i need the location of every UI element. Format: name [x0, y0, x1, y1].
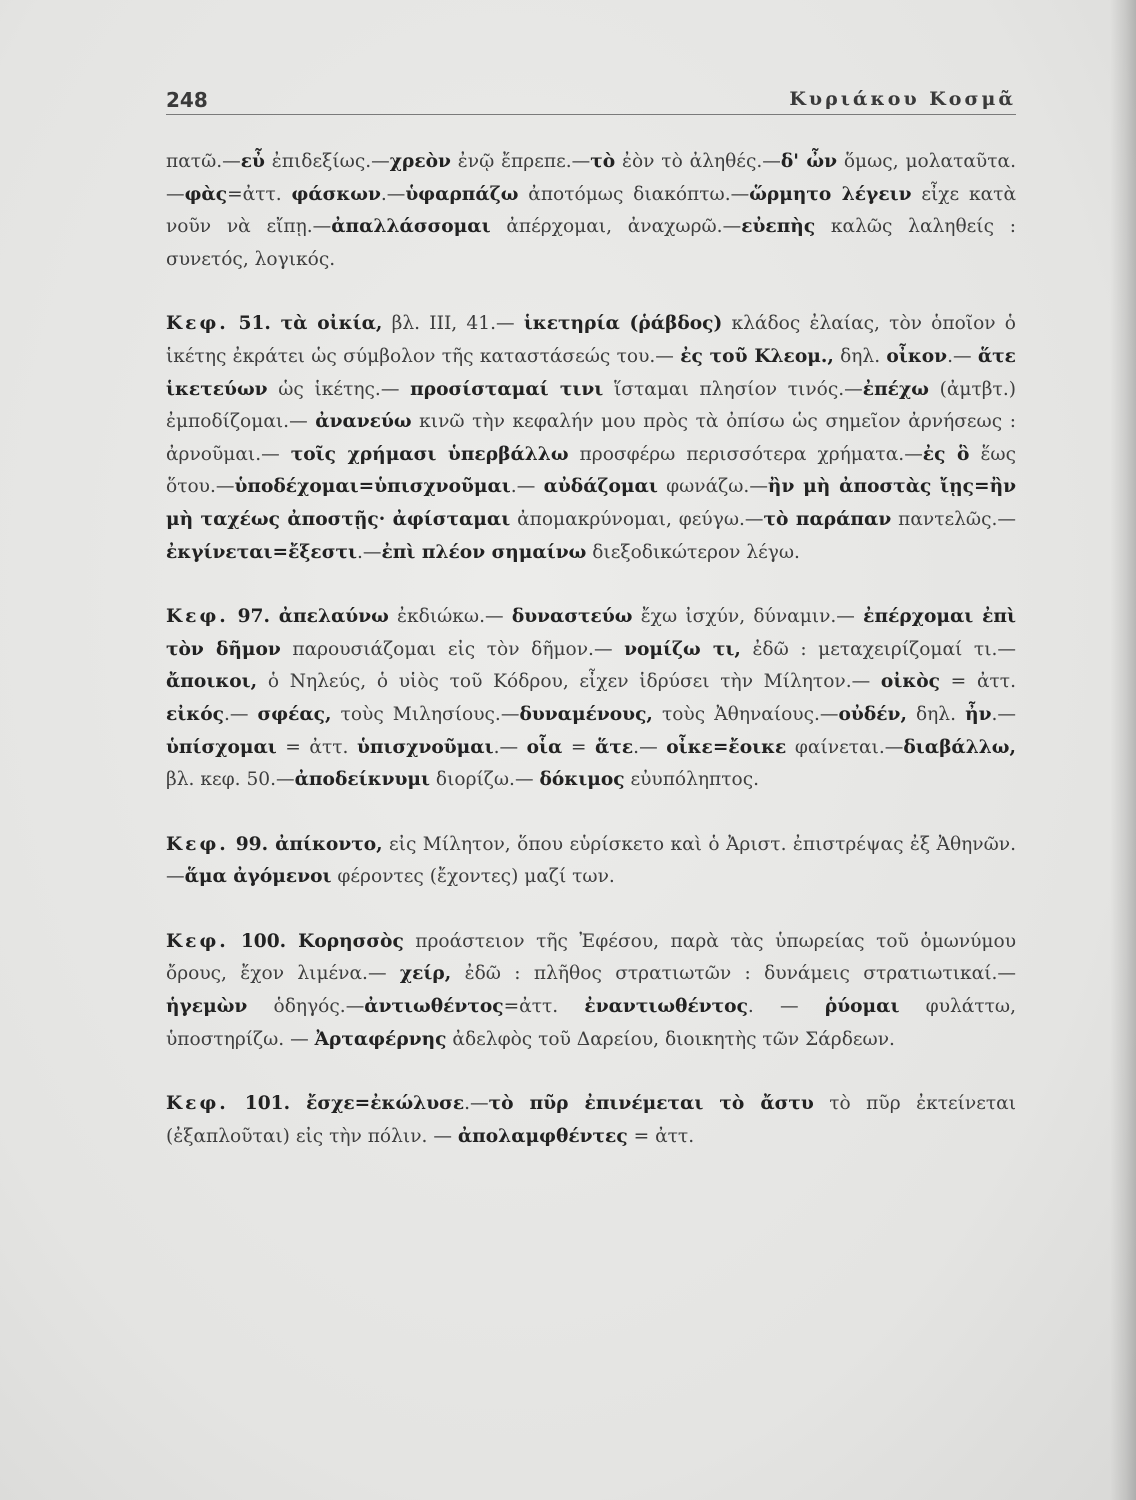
- lemma: χείρ,: [399, 963, 452, 985]
- gloss: εἰς Μίλητον, ὅπου εὑρίσκετο καὶ ὁ Ἀριστ. ἐπιστρέψας ἐξ Ἀθηνῶν.—: [166, 833, 1016, 888]
- lemma: διαβάλλω,: [903, 736, 1016, 758]
- lemma: οἶκον: [886, 345, 948, 367]
- running-head: Κυριάκου Κοσμᾶ: [789, 88, 1016, 110]
- lemma: ῥύομαι: [824, 996, 900, 1018]
- gloss: = ἀττ.: [627, 1125, 695, 1147]
- lemma: 99. ἀπίκοντο,: [228, 833, 383, 855]
- lemma: ἐναντιωθέντος: [584, 996, 748, 1018]
- gloss: .—: [356, 541, 382, 563]
- lemma: τοῖς χρήμασι ὑπερβάλλω: [290, 443, 569, 465]
- gloss: ἐὸν τὸ ἀληθές.—: [615, 151, 781, 172]
- lemma: δυναστεύω: [511, 606, 633, 628]
- gloss: φυλάττω, ὑποστηρίζω. —: [166, 996, 1016, 1050]
- lemma: φὰς: [184, 183, 228, 205]
- gloss: . —: [747, 996, 825, 1018]
- lemma: οἶκε=ἔοικε: [666, 736, 787, 758]
- page-header: [166, 84, 1016, 115]
- lemma: ἐς ὃ: [922, 443, 970, 465]
- gloss: ἀπομακρύνομαι, φεύγω.—: [510, 508, 764, 530]
- lemma: ἦν: [965, 703, 992, 725]
- gloss: =ἀττ.: [227, 183, 292, 205]
- gloss: ἐδῶ : μεταχειρίζομαί τι.—: [740, 638, 1017, 660]
- lemma: ἢν μὴ ἀποστὰς ἴῃς=ἢν μὴ ταχέως ἀποστῇς· ἀφίσταμαι: [166, 476, 1017, 530]
- gloss: καλῶς λαληθείς : συνετός, λογικός.: [166, 216, 1016, 270]
- lemma: ἀπαλλάσσομαι: [331, 216, 491, 238]
- gloss: ἐνῷ ἔπρεπε.—: [450, 151, 591, 172]
- gloss: παντελῶς.—: [891, 508, 1016, 530]
- lemma: δόκιμος: [539, 769, 625, 791]
- gloss: =: [562, 736, 596, 758]
- lemma: τὸ πῦρ ἐπινέμεται τὸ ἄστυ: [488, 1093, 814, 1115]
- lemma: ἐκγίνεται=ἔξεστι: [166, 541, 357, 563]
- gloss: προάστειον τῆς Ἐφέσου, παρὰ τὰς ὑπωρείας τοῦ ὁμωνύμου ὄρους, ἔχον λιμένα.—: [166, 930, 1017, 985]
- lemma: εὐεπὴς: [741, 216, 816, 238]
- lemma: ἡγεμὼν: [166, 996, 248, 1018]
- lemma: ἀνανεύω: [315, 411, 412, 433]
- gloss: ἀποτόμως διακόπτω.—: [518, 183, 750, 205]
- lemma: προσίσταμαί τινι: [410, 378, 604, 400]
- lemma: σφέας,: [257, 703, 332, 725]
- gloss: εὐυπόληπτος.: [624, 769, 760, 791]
- paragraph: [166, 1088, 1016, 1153]
- chapter-label: Κεφ.: [166, 1093, 229, 1115]
- gloss: .—: [493, 736, 527, 758]
- paragraph: [166, 926, 1016, 1056]
- lemma: τὸ παράπαν: [763, 508, 892, 530]
- chapter-label: Κεφ.: [166, 833, 229, 855]
- chapter-label: Κεφ.: [166, 930, 229, 952]
- gloss: ἐδῶ : πλῆθος στρατιωτῶν : δυνάμεις στρατιωτικαί.—: [451, 963, 1016, 985]
- lemma: φάσκων: [291, 183, 381, 205]
- gloss: κλάδος ἐλαίας, τὸν ὁποῖον ὁ ἱκέτης ἐκράτει ὡς σύμβολον τῆς καταστάσεώς του.—: [166, 313, 1016, 367]
- lemma: ἄποικοι,: [166, 671, 258, 693]
- gloss: διορίζω.—: [430, 769, 540, 791]
- gloss: βλ. III, 41.—: [382, 313, 524, 335]
- gloss: δηλ.: [906, 703, 966, 725]
- lemma: ἱκετηρία (ῥάβδος): [523, 313, 723, 335]
- gloss: ἵσταμαι πλησίον τινός.—: [603, 378, 863, 400]
- paragraph: [166, 601, 1016, 797]
- gloss: ὁδηγός.—: [247, 996, 365, 1018]
- gloss: =ἀττ.: [503, 996, 585, 1018]
- lemma: οἰκὸς: [880, 671, 940, 693]
- gloss: ἀδελφὸς τοῦ Δαρείου, διοικητὴς τῶν Σάρδεων.: [446, 1028, 895, 1050]
- lemma: ἐπέχω: [862, 378, 929, 400]
- gloss: = ἀττ.: [939, 671, 1016, 693]
- gloss: .—: [223, 703, 258, 725]
- gloss: .—: [633, 736, 667, 758]
- gloss: φαίνεται.—: [786, 736, 904, 758]
- gloss: .—: [991, 703, 1016, 725]
- lemma: δυναμένους,: [519, 703, 653, 725]
- gloss: .—: [510, 476, 544, 498]
- gloss: διεξοδικώτερον λέγω.: [586, 541, 800, 563]
- lemma: νομίζω τι,: [624, 638, 741, 660]
- paragraph: [166, 829, 1016, 894]
- gloss: φέροντες (ἔχοντες) μαζί των.: [331, 866, 615, 888]
- gloss: βλ. κεφ. 50.—: [166, 769, 295, 791]
- gloss: ἔχω ἰσχύν, δύναμιν.—: [632, 606, 864, 628]
- gloss: παρουσιάζομαι εἰς τὸν δῆμον.—: [280, 638, 625, 660]
- lemma: 100. Κορησσὸς: [228, 930, 404, 952]
- lemma: τὸ: [590, 151, 616, 172]
- lemma: ὑφαρπάζω: [405, 183, 519, 205]
- lemma: 51. τὰ οἰκία,: [228, 313, 383, 335]
- lemma: ὑπισχνοῦμαι: [357, 736, 494, 758]
- gloss: ὁ Νηλεύς, ὁ υἱὸς τοῦ Κόδρου, εἶχεν ἱδρύσει τὴν Μίλητον.—: [257, 671, 881, 693]
- lemma: ὑποδέχομαι=ὑπισχνοῦμαι: [234, 476, 511, 498]
- lemma: ἐπὶ πλέον σημαίνω: [381, 541, 587, 563]
- gloss: ὅμως, μολαταῦτα.—: [166, 151, 1016, 205]
- lemma: ἅτε: [595, 736, 634, 758]
- lemma: ἐπέρχομαι ἐπὶ τὸν δῆμον: [166, 606, 1016, 660]
- gloss: (ἀμτβτ.) ἐμποδίζομαι.—: [166, 378, 1016, 433]
- gloss: πατῶ.—: [166, 151, 241, 172]
- lemma: αὐδάζομαι: [543, 476, 658, 498]
- gloss: .—: [947, 345, 978, 367]
- gloss: τοὺς Μιλησίους.—: [331, 703, 520, 725]
- lemma: ὥρμητο λέγειν: [749, 183, 912, 205]
- lemma: Ἀρταφέρνης: [314, 1028, 447, 1050]
- gloss: ἀπέρχομαι, ἀναχωρῶ.—: [490, 216, 742, 238]
- lemma: 101. ἔσχε=ἐκώλυσε: [228, 1093, 465, 1115]
- lemma: ἅμα ἀγόμενοι: [184, 866, 332, 888]
- gloss: δηλ.: [833, 345, 887, 367]
- lemma: ἅτε ἱκετεύων: [166, 345, 1016, 400]
- gloss: ἐκδιώκω.—: [388, 606, 512, 628]
- lemma: ἀντιωθέντος: [364, 996, 504, 1018]
- lemma: ἐς τοῦ Κλεομ.,: [680, 345, 834, 367]
- gloss: τὸ πῦρ ἐκτείνεται (ἐξαπλοῦται) εἰς τὴν πόλιν. —: [166, 1093, 1016, 1147]
- paragraph: [166, 146, 1016, 276]
- lemma: 97. ἀπελαύνω: [228, 606, 389, 628]
- lemma: οὐδέν,: [838, 703, 907, 725]
- lemma: δ' ὦν: [780, 151, 837, 172]
- commentary-body: [166, 146, 1016, 1153]
- gloss: .—: [464, 1093, 489, 1115]
- lemma: ἀπολαμφθέντες: [457, 1125, 628, 1147]
- gloss: εἶχε κατὰ νοῦν νὰ εἴπῃ.—: [166, 183, 1016, 238]
- paragraph: [166, 308, 1016, 569]
- gloss: = ἀττ.: [276, 736, 358, 758]
- lemma: εὖ: [240, 151, 265, 172]
- gloss: κινῶ τὴν κεφαλήν μου πρὸς τὰ ὀπίσω ὡς σημεῖον ἀρνήσεως : ἀρνοῦμαι.—: [166, 411, 1016, 465]
- lemma: εἰκός: [166, 703, 224, 725]
- chapter-label: Κεφ.: [166, 606, 229, 628]
- chapter-label: Κεφ.: [166, 313, 229, 335]
- gloss: ἕως ὅτου.—: [166, 443, 1017, 498]
- gloss: προσφέρω περισσότερα χρήματα.—: [568, 443, 923, 465]
- gloss: ἐπιδεξίως.—: [264, 151, 390, 172]
- gloss: ὡς ἱκέτης.—: [267, 378, 411, 400]
- gloss: τοὺς Ἀθηναίους.—: [652, 703, 839, 725]
- gloss: φωνάζω.—: [657, 476, 768, 498]
- gloss: .—: [380, 183, 406, 205]
- lemma: χρεὸν: [389, 151, 451, 172]
- page-number: 248: [166, 88, 208, 112]
- lemma: ἀποδείκνυμι: [294, 769, 430, 791]
- lemma: οἷα: [526, 736, 563, 758]
- page-edge-shadow: [1110, 0, 1136, 1500]
- lemma: ὑπίσχομαι: [166, 736, 277, 758]
